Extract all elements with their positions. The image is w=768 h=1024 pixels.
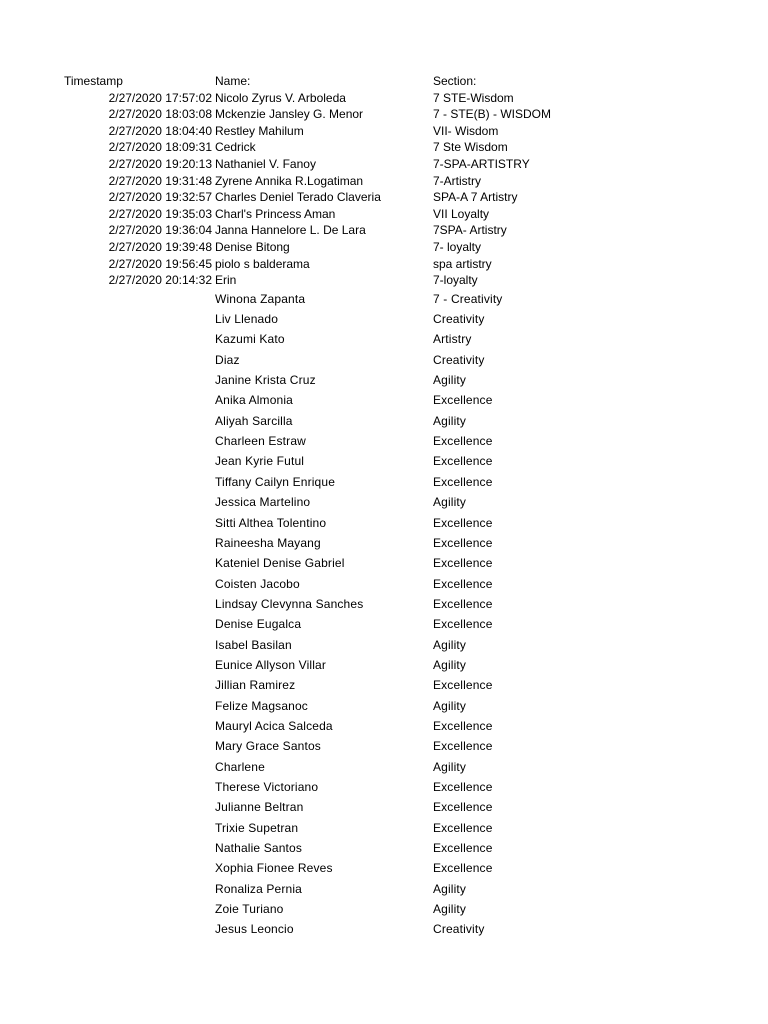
- name-cell: Jessica Martelino: [215, 495, 311, 510]
- section-cell: SPA-A 7 Artistry: [433, 190, 518, 205]
- name-cell: Charl's Princess Aman: [215, 206, 336, 221]
- section-cell: Agility: [433, 657, 467, 672]
- name-cell: Eunice Allyson Villar: [215, 657, 326, 672]
- timestamp-cell: 2/27/2020 17:57:02: [108, 90, 212, 105]
- table-row: [0, 614, 768, 634]
- timestamp-cell: 2/27/2020 19:20:13: [108, 156, 212, 171]
- section-cell: Excellence: [433, 515, 493, 530]
- name-cell: Janna Hannelore L. De Lara: [215, 223, 366, 238]
- timestamp-cell: 2/27/2020 19:31:48: [108, 173, 212, 188]
- section-cell: Artistry: [433, 332, 472, 347]
- table-row: [0, 797, 768, 817]
- table-row: [0, 256, 768, 273]
- section-cell: Excellence: [433, 861, 493, 876]
- section-cell: VII- Wisdom: [433, 123, 499, 138]
- name-cell: Isabel Basilan: [215, 637, 292, 652]
- section-cell: 7 - STE(B) - WISDOM: [433, 107, 551, 122]
- table-row: [0, 272, 768, 289]
- timestamp-cell: 2/27/2020 18:09:31: [108, 140, 212, 155]
- name-cell: Lindsay Clevynna Sanches: [215, 596, 364, 611]
- table-row: [0, 222, 768, 239]
- name-cell: piolo s balderama: [215, 256, 310, 271]
- table-row: [0, 90, 768, 107]
- table-row: [0, 716, 768, 736]
- name-cell: Xophia Fionee Reves: [215, 861, 333, 876]
- table-row: [0, 289, 768, 309]
- name-cell: Restley Mahilum: [215, 123, 304, 138]
- section-cell: Excellence: [433, 454, 493, 469]
- table-row: [0, 513, 768, 533]
- name-cell: Liv Llenado: [215, 312, 279, 327]
- section-cell: Agility: [433, 413, 467, 428]
- section-cell: Agility: [433, 698, 467, 713]
- section-cell: 7SPA- Artistry: [433, 223, 507, 238]
- table-row: [0, 553, 768, 573]
- section-cell: Agility: [433, 637, 467, 652]
- table-row: [0, 696, 768, 716]
- section-cell: Creativity: [433, 352, 485, 367]
- name-cell: Jillian Ramirez: [215, 678, 296, 693]
- timestamp-header: Timestamp: [64, 74, 123, 88]
- name-cell: Charleen Estraw: [215, 434, 306, 449]
- name-cell: Raineesha Mayang: [215, 535, 321, 550]
- section-cell: Excellence: [433, 800, 493, 815]
- table-row: [0, 309, 768, 329]
- table-row: [0, 879, 768, 899]
- table-row: [0, 675, 768, 695]
- section-cell: 7 STE-Wisdom: [433, 90, 514, 105]
- name-cell: Cedrick: [215, 140, 256, 155]
- timestamped-responses: [0, 90, 768, 289]
- name-cell: Therese Victoriano: [215, 779, 319, 794]
- timestamp-cell: 2/27/2020 19:35:03: [108, 206, 212, 221]
- name-cell: Mary Grace Santos: [215, 739, 321, 754]
- table-row: [0, 189, 768, 206]
- section-header: Section:: [433, 74, 477, 88]
- attendance-sheet: [0, 73, 768, 940]
- section-cell: Excellence: [433, 596, 493, 611]
- section-cell: 7- loyalty: [433, 239, 482, 254]
- section-cell: Agility: [433, 881, 467, 896]
- table-row: [0, 818, 768, 838]
- section-cell: Excellence: [433, 820, 493, 835]
- section-cell: Agility: [433, 902, 467, 917]
- name-cell: Jean Kyrie Futul: [215, 454, 305, 469]
- name-cell: Mckenzie Jansley G. Menor: [215, 107, 364, 122]
- name-cell: Kazumi Kato: [215, 332, 285, 347]
- name-cell: Jesus Leoncio: [215, 922, 294, 937]
- section-cell: spa artistry: [433, 256, 492, 271]
- header-row: [0, 73, 768, 90]
- table-row: [0, 472, 768, 492]
- table-row: [0, 451, 768, 471]
- section-cell: Excellence: [433, 576, 493, 591]
- table-row: [0, 858, 768, 878]
- table-row: [0, 139, 768, 156]
- table-row: [0, 919, 768, 939]
- name-cell: Erin: [215, 273, 237, 288]
- name-cell: Denise Bitong: [215, 239, 290, 254]
- table-row: [0, 655, 768, 675]
- table-row: [0, 329, 768, 349]
- name-cell: Felize Magsanoc: [215, 698, 308, 713]
- table-row: [0, 239, 768, 256]
- name-cell: Charles Deniel Terado Claveria: [215, 190, 381, 205]
- table-row: [0, 390, 768, 410]
- section-cell: 7-loyalty: [433, 273, 478, 288]
- table-row: [0, 206, 768, 223]
- table-row: [0, 533, 768, 553]
- name-cell: Zoie Turiano: [215, 902, 284, 917]
- name-cell: Nathalie Santos: [215, 841, 302, 855]
- table-row: [0, 736, 768, 756]
- table-row: [0, 777, 768, 797]
- name-cell: Charlene: [215, 759, 265, 774]
- name-cell: Anika Almonia: [215, 393, 293, 408]
- section-cell: Creativity: [433, 922, 485, 937]
- section-cell: Agility: [433, 373, 467, 388]
- table-row: [0, 370, 768, 390]
- table-row: [0, 173, 768, 190]
- section-cell: VII Loyalty: [433, 206, 490, 221]
- name-cell: Mauryl Acica Salceda: [215, 718, 333, 733]
- name-cell: Diaz: [215, 352, 240, 367]
- name-cell: Zyrene Annika R.Logatiman: [215, 173, 364, 188]
- name-cell: Sitti Althea Tolentino: [215, 515, 327, 530]
- timestamp-cell: 2/27/2020 19:56:45: [108, 256, 212, 271]
- name-cell: Denise Eugalca: [215, 617, 302, 632]
- section-cell: 7 Ste Wisdom: [433, 140, 508, 155]
- name-cell: Aliyah Sarcilla: [215, 413, 293, 428]
- table-row: [0, 350, 768, 370]
- section-cell: Excellence: [433, 617, 493, 632]
- table-row: [0, 899, 768, 919]
- section-cell: Excellence: [433, 556, 493, 571]
- name-cell: Ronaliza Pernia: [215, 881, 302, 896]
- section-cell: Excellence: [433, 779, 493, 794]
- section-cell: 7-SPA-ARTISTRY: [433, 156, 530, 171]
- table-row: [0, 106, 768, 123]
- timestamp-cell: 2/27/2020 19:36:04: [108, 223, 212, 238]
- section-cell: Excellence: [433, 718, 493, 733]
- name-cell: Julianne Beltran: [215, 800, 304, 815]
- name-cell: Kateniel Denise Gabriel: [215, 556, 345, 571]
- section-cell: Agility: [433, 759, 467, 774]
- timestamp-cell: 2/27/2020 18:03:08: [108, 107, 212, 122]
- name-cell: Nicolo Zyrus V. Arboleda: [215, 90, 346, 105]
- section-cell: Excellence: [433, 393, 493, 408]
- table-row: [0, 492, 768, 512]
- table-row: [0, 574, 768, 594]
- section-cell: Excellence: [433, 841, 493, 855]
- name-cell: Coisten Jacobo: [215, 576, 300, 591]
- timestamp-cell: 2/27/2020 20:14:32: [108, 273, 212, 288]
- section-cell: 7-Artistry: [433, 173, 481, 188]
- section-cell: Excellence: [433, 535, 493, 550]
- section-cell: Excellence: [433, 678, 493, 693]
- table-row: [0, 635, 768, 655]
- name-cell: Nathaniel V. Fanoy: [215, 156, 316, 171]
- name-cell: Winona Zapanta: [215, 291, 306, 306]
- table-row: [0, 431, 768, 451]
- table-row: [0, 757, 768, 777]
- section-cell: Agility: [433, 495, 467, 510]
- name-cell: Trixie Supetran: [215, 820, 299, 835]
- name-header: Name:: [215, 74, 251, 88]
- timestamp-cell: 2/27/2020 19:39:48: [108, 239, 212, 254]
- name-cell: Tiffany Cailyn Enrique: [215, 474, 336, 489]
- section-cell: Excellence: [433, 434, 493, 449]
- timestamp-cell: 2/27/2020 18:04:40: [108, 123, 212, 138]
- name-entries: [0, 289, 768, 940]
- section-cell: Creativity: [433, 312, 485, 327]
- table-row: [0, 123, 768, 140]
- section-cell: Excellence: [433, 739, 493, 754]
- table-row: [0, 594, 768, 614]
- table-row: [0, 411, 768, 431]
- section-cell: 7 - Creativity: [433, 291, 503, 306]
- timestamp-cell: 2/27/2020 19:32:57: [108, 190, 212, 205]
- section-cell: Excellence: [433, 474, 493, 489]
- name-cell: Janine Krista Cruz: [215, 373, 316, 388]
- table-row: [0, 838, 768, 858]
- table-row: [0, 156, 768, 173]
